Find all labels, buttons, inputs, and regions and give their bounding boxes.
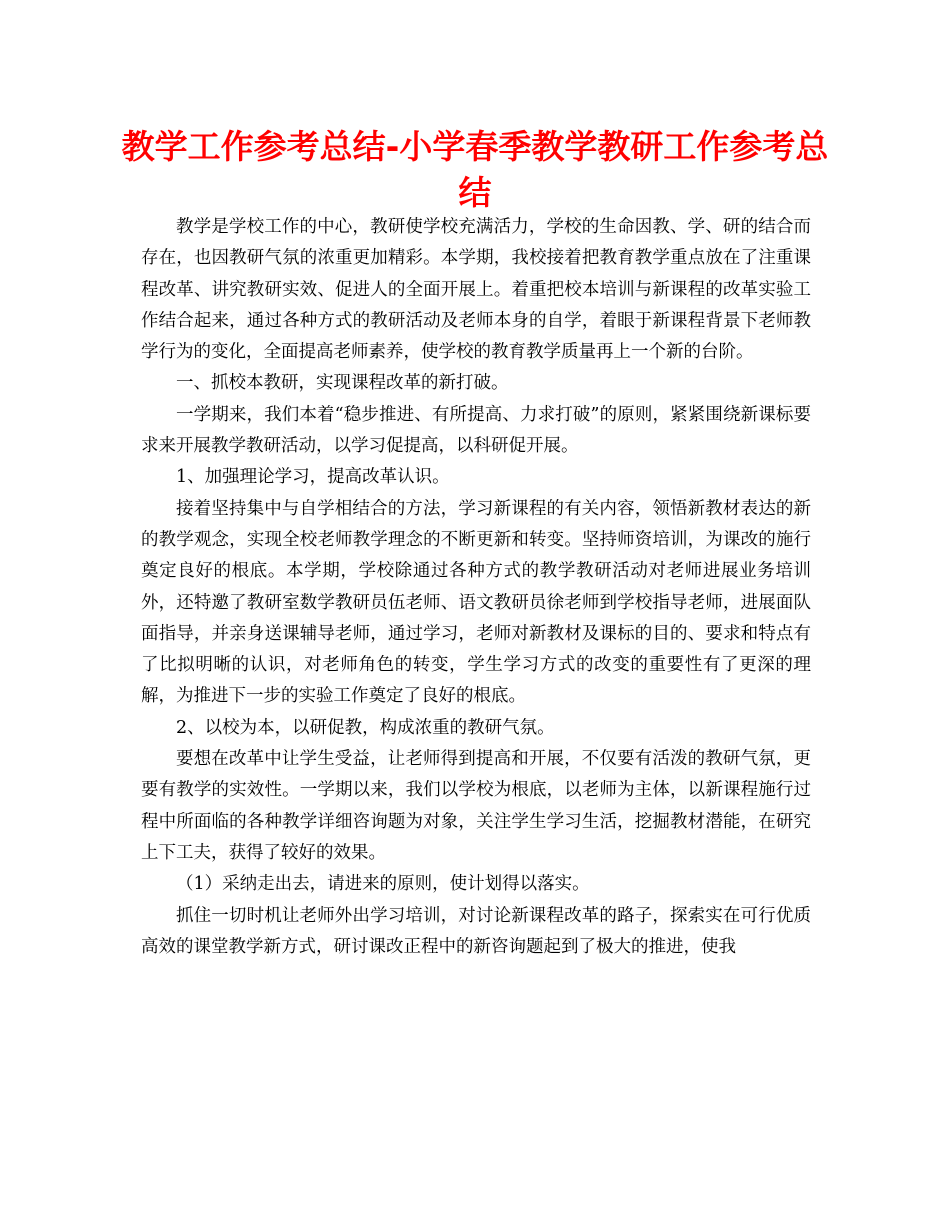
heading-section-1: 一、抓校本教研，实现课程改革的新打破。 — [176, 373, 509, 394]
heading-subsection-2: 2、以校为本，以研促教，构成浓重的教研气氛。 — [176, 717, 555, 738]
document-body — [141, 212, 811, 963]
paragraph-intro: 教学是学校工作的中心，教研使学校充满活力，学校的生命因教、学、研的结合而存在，也因教研气氛的浓重更加精彩。本学期，我校接着把教育教学重点放在了注重课程改革、讲究教研实效、促进人的全面开展上。着重把校本培训与新课程的改革实验工作结合起来，通过各种方式的教研活动及老师本身的自学，着眼于新课程背景下老师教学行为的变化，全面提高老师素养，使学校的教育教学质量再上一个新的台阶。 — [141, 217, 811, 363]
paragraph-principle: 一学期来，我们本着“稳步推进、有所提高、力求打破”的原则，紧紧围绕新课标要求来开展教学教研活动，以学习促提高，以科研促开展。 — [141, 404, 811, 457]
heading-item-1: （1）采纳走出去，请进来的原则，使计划得以落实。 — [176, 874, 590, 895]
document-title: 教学工作参考总结-小学春季教学教研工作参考总结 — [121, 127, 829, 212]
paragraph-training: 抓住一切时机让老师外出学习培训，对讨论新课程改革的路子，探索实在可行优质高效的课堂教学新方式，研讨课改正程中的新咨询题起到了极大的推进，使我 — [141, 905, 811, 957]
paragraph-school-based: 要想在改革中让学生受益，让老师得到提高和开展，不仅要有活泼的教研气氛，更要有教学的实效性。一学期以来，我们以学校为根底，以老师为主体，以新课程施行过程中所面临的各种教学详细咨询题为对象，关注学生学习生活，挖掘教材潜能，在研究上下工夫，获得了较好的效果。 — [141, 749, 811, 863]
paragraph-theory-study: 接着坚持集中与自学相结合的方法，学习新课程的有关内容，领悟新教材表达的新的教学观念，实现全校老师教学理念的不断更新和转变。坚持师资培训，为课改的施行奠定良好的根底。本学期，学校除通过各种方式的教学教研活动对老师进展业务培训外，还特邀了教研室数学教研员伍老师、语文教研员徐老师到学校指导老师，进展面队面指导，并亲身送课辅导老师，通过学习，老师对新教材及课标的目的、要求和特点有了比拟明晰的认识，对老师角色的转变，学生学习方式的改变的重要性有了更深的理解，为推进下一步的实验工作奠定了良好的根底。 — [141, 498, 811, 707]
heading-subsection-1: 1、加强理论学习，提高改革认识。 — [176, 467, 450, 488]
